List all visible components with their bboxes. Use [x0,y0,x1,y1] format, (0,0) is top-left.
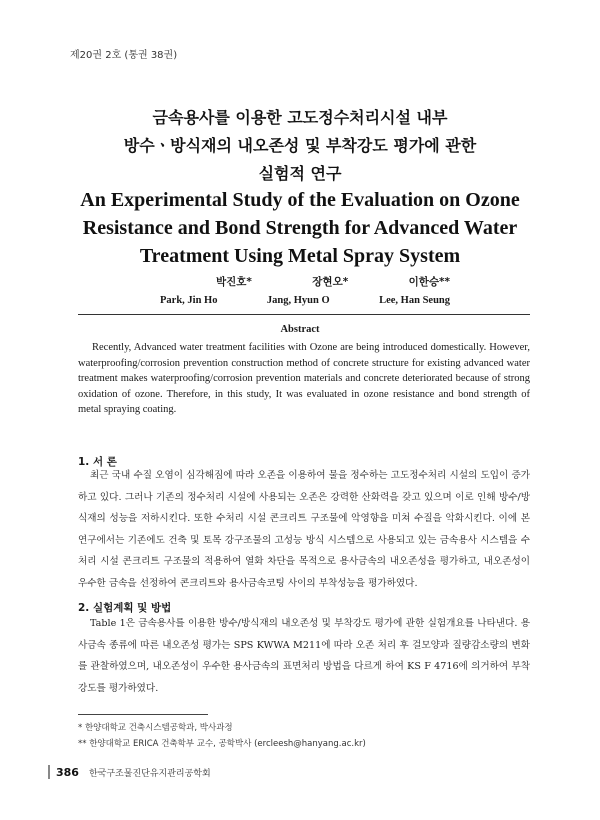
footnotes [78,720,366,752]
author-3-korean: 이한승** [408,276,450,288]
english-title-line-1: An Experimental Study of the Evaluation on Ozone [80,189,520,211]
korean-title [60,104,540,188]
korean-title-line-3: 실험적 연구 [258,164,342,183]
footer-bar [48,765,50,779]
english-title [60,186,540,270]
author-1-english: Park, Jin Ho [160,295,218,306]
page-footer [48,764,211,780]
section-1-heading: 1. 서 론 [78,456,117,468]
page-number: 386 [56,765,79,779]
section-1-body: 최근 국내 수질 오염이 심각해짐에 따라 오존을 이용하여 물을 정수하는 고도정수처리 시설의 도입이 증가하고 있다. 그러나 기존의 정수처리 시설에 사용되는 오존은 강력한 산화력을 갖고 있으며 이로 인해 방수/방식재의 성능을 저하시킨다. 또한 수처리 시설 콘크리트 구조물에 악영향을 미쳐 수질을 악화시킨다. 이에 본 연구에서는 기존에도 건축 및 토목 강구조물의 고성능 방식 시스템으로 사용되고 있는 금속용사 시스템을 수처리 시설 콘크리트 구조물의 적용하여 열화 차단을 목적으로 용사금속의 내오존성을 평가하고, 내오존성이 우수한 금속을 선정하여 콘크리트와 용사금속코팅 사이의 부착성능을 평가하였다. [78,470,530,589]
author-2-english: Jang, Hyun O [266,295,330,306]
footnote-1: * 한양대학교 건축시스템공학과, 박사과정 [78,723,233,733]
author-1-korean: 박진호* [216,276,252,288]
author-names-korean [160,274,450,289]
journal-volume-header: 제20권 2호 (통권 38권) [70,50,178,61]
author-3-english: Lee, Han Seung [379,295,450,306]
section-2-body: Table 1은 금속용사를 이용한 방수/방식재의 내오존성 및 부착강도 평가에 관한 실험개요를 나타낸다. 용사금속 종류에 따른 내오존성 평가는 SPS KWWA M211에 따라 오존 처리 후 걸모양과 질량감소량의 변화를 관찰하였으며, 내오존성이 우수한 용사금속의 표면처리 방법을 다르게 하여 KS F 4716에 의거하여 부착강도를 평가하였다. [78,618,530,694]
footnote-2: ** 한양대학교 ERICA 건축학부 교수, 공학박사 (ercleesh@hanyang.ac.kr) [78,739,366,749]
english-title-line-3: Treatment Using Metal Spray System [139,245,461,267]
abstract-heading: Abstract [280,324,320,335]
journal-name: 한국구조물진단유지관리공학회 [88,768,211,779]
english-title-line-2: Resistance and Bond Strength for Advanced Water [82,217,518,239]
author-names-english [160,295,450,306]
korean-title-line-1: 금속용사를 이용한 고도정수처리시설 내부 [152,108,448,127]
footnote-divider [78,714,208,715]
abstract-text: Recently, Advanced water treatment facilities with Ozone are being introduced domestically. However, waterproofing/corrosion prevention construction method of concrete structure for existing advanced water treatment makes waterproofing/corrosion prevention materials and concrete deteriorated because of strong oxidation of ozone. Therefore, in this study, It was evaluated in ozone resistance and bond strength of metal spraying coating. [78,342,530,415]
section-2-heading: 2. 실험계획 및 방법 [78,602,172,614]
abstract-divider [78,314,530,315]
author-2-korean: 장현오* [312,276,349,288]
author-block [160,274,450,306]
korean-title-line-2: 방수ㆍ방식재의 내오존성 및 부착강도 평가에 관한 [123,136,477,155]
